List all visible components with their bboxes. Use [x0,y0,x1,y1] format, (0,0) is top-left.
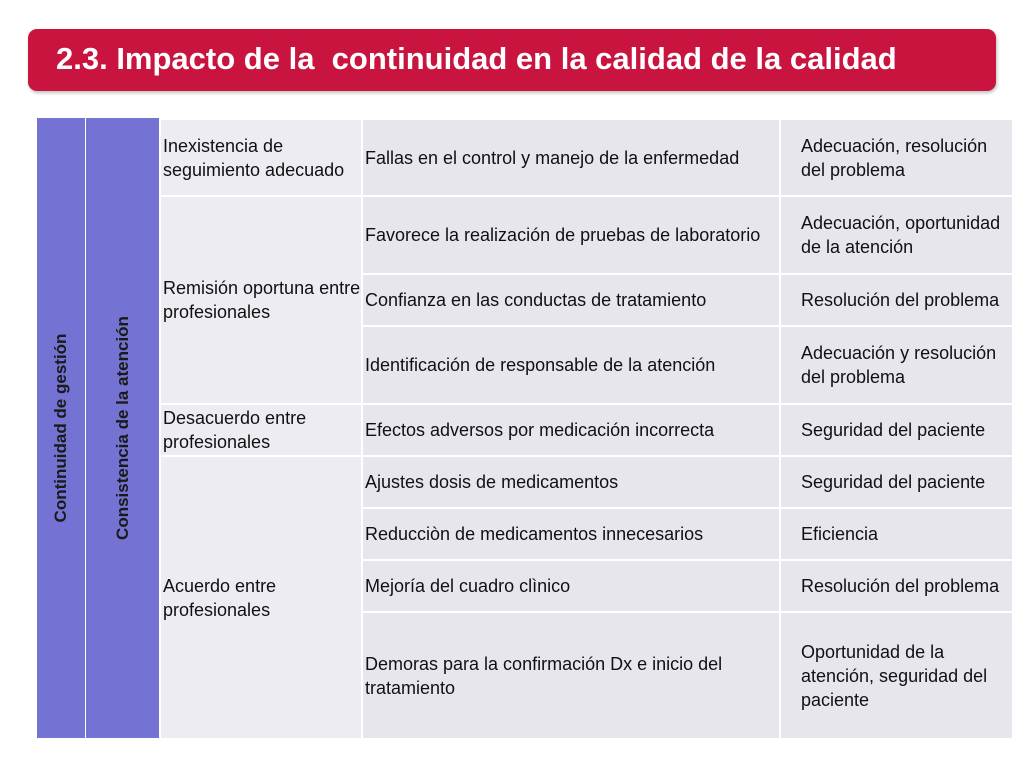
dimension-cell: Resolución del problema [780,274,1013,326]
consistency-band [86,118,159,738]
effect-cell: Reducciòn de medicamentos innecesarios [362,508,780,560]
table-row [160,119,1013,196]
impact-table [159,118,1014,740]
group-cell: Inexistencia de seguimiento adecuado [160,119,362,196]
group-cell: Desacuerdo entre profesionales [160,404,362,456]
table-row [160,196,1013,274]
effect-cell: Identificación de responsable de la atención [362,326,780,404]
effect-cell: Demoras para la confirmación Dx e inicio del tratamiento [362,612,780,739]
dimension-cell: Resolución del problema [780,560,1013,612]
effect-cell: Efectos adversos por medicación incorrecta [362,404,780,456]
group-cell: Acuerdo entre profesionales [160,456,362,739]
continuity-label: Continuidad de gestión [51,333,70,523]
dimension-cell: Seguridad del paciente [780,456,1013,508]
dimension-cell: Seguridad del paciente [780,404,1013,456]
effect-cell: Confianza en las conductas de tratamiento [362,274,780,326]
dimension-cell: Adecuación, oportunidad de la atención [780,196,1013,274]
dimension-cell: Adecuación y resolución del problema [780,326,1013,404]
continuity-band [37,118,85,738]
effect-cell: Ajustes dosis de medicamentos [362,456,780,508]
group-cell: Remisión oportuna entre profesionales [160,196,362,404]
dimension-cell: Eficiencia [780,508,1013,560]
dimension-cell: Oportunidad de la atención, seguridad del paciente [780,612,1013,739]
table-row [160,404,1013,456]
dimension-cell: Adecuación, resolución del problema [780,119,1013,196]
effect-cell: Favorece la realización de pruebas de laboratorio [362,196,780,274]
effect-cell: Mejoría del cuadro clìnico [362,560,780,612]
table-row [160,456,1013,508]
effect-cell: Fallas en el control y manejo de la enfermedad [362,119,780,196]
consistency-label: Consistencia de la atención [112,316,132,540]
page-title: 2.3. Impacto de la continuidad en la calidad de la calidad [56,41,897,76]
title-banner [28,29,996,91]
